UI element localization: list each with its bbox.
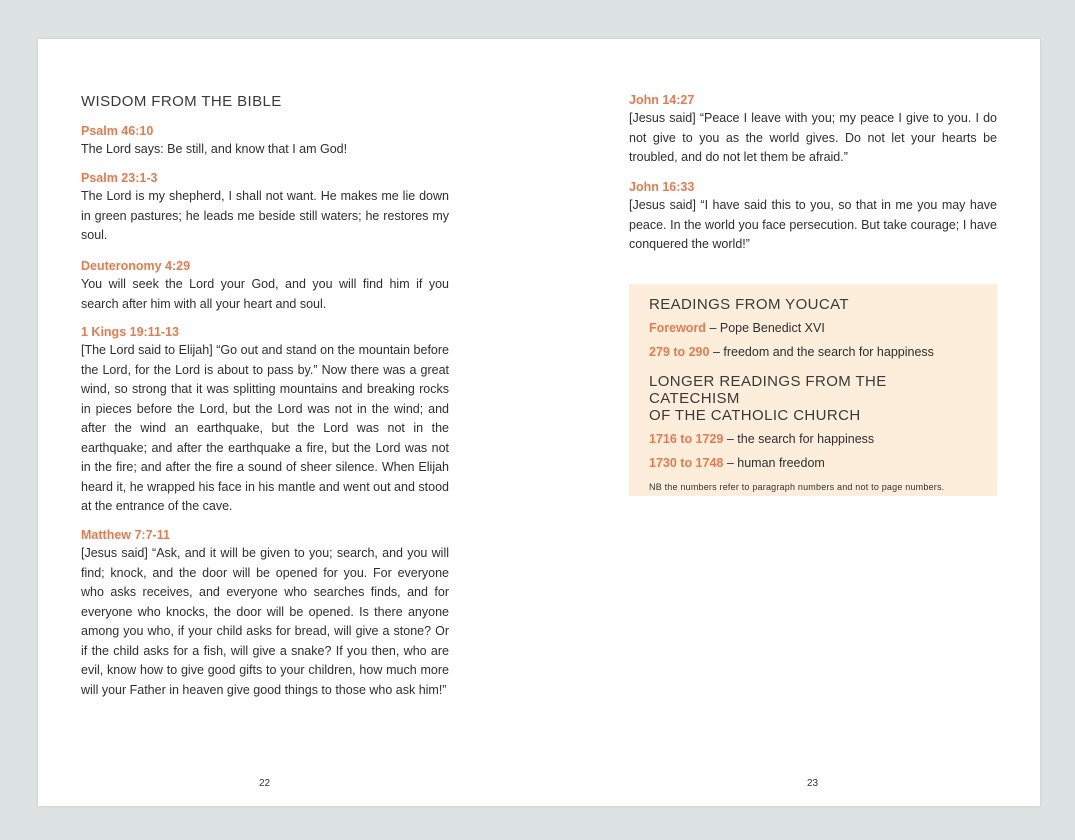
- youcat-heading: READINGS FROM YOUCAT: [649, 296, 849, 313]
- reading-reference: Foreword: [649, 321, 706, 335]
- book-spread: [38, 39, 1040, 806]
- scripture-text: The Lord is my shepherd, I shall not want. He makes me lie down in green pastures; he leads me beside still waters; he restores my soul.: [81, 189, 449, 242]
- scripture-text: [Jesus said] “Ask, and it will be given to you; search, and you will find; knock, and the door will be opened for you. For everyone who asks receives, and everyone who searches finds, and for everyone who knocks, the door will be opened. Is there anyone among you who, if your child asks for bread, will give a stone? Or if the child asks for a fish, will give a snake? If you then, who are evil, know how to give good gifts to your children, how much more will your Father in heaven give good things to those who ask him!”: [81, 546, 449, 697]
- scripture-text: The Lord says: Be still, and know that I am God!: [81, 142, 348, 156]
- reading-description: – Pope Benedict XVI: [709, 321, 825, 335]
- scripture-reference: Psalm 23:1-3: [81, 171, 158, 185]
- reading-reference: 1716 to 1729: [649, 432, 724, 446]
- section-heading: WISDOM FROM THE BIBLE: [81, 93, 282, 110]
- reading-reference: 1730 to 1748: [649, 456, 724, 470]
- reading-item: [649, 343, 977, 361]
- scripture-entry: [81, 323, 449, 517]
- scripture-entry: [81, 169, 449, 246]
- page-number: 23: [807, 778, 819, 789]
- scripture-entry: [81, 122, 449, 160]
- scripture-entry: [629, 178, 997, 255]
- reading-item: [649, 430, 977, 448]
- reading-description: – human freedom: [726, 456, 825, 470]
- reading-description: – freedom and the search for happiness: [712, 345, 934, 359]
- scripture-reference: Matthew 7:7-11: [81, 528, 170, 542]
- scripture-reference: John 14:27: [629, 93, 695, 107]
- footnote: NB the numbers refer to paragraph numbers and not to page numbers.: [649, 482, 945, 492]
- scripture-reference: Deuteronomy 4:29: [81, 259, 191, 273]
- scripture-text: [Jesus said] “I have said this to you, so that in me you may have peace. In the world you face persecution. But take courage; I have conquered the world!”: [629, 198, 997, 251]
- page-number: 22: [259, 778, 271, 789]
- scripture-entry: [629, 91, 997, 168]
- scripture-text: [The Lord said to Elijah] “Go out and stand on the mountain before the Lord, for the Lord is about to pass by.” Now there was a great wind, so strong that it was splitting mountains and breaking rocks in pieces before the Lord, but the Lord was not in the wind; and after the wind an earthquake, but the Lord was not in the earthquake; and after the earthquake a fire, but the Lord was not in the fire; and after the fire a sound of sheer silence. When Elijah heard it, he wrapped his face in his mantle and went out and stood at the entrance of the cave.: [81, 343, 449, 513]
- scripture-reference: 1 Kings 19:11-13: [81, 325, 179, 339]
- reading-description: – the search for happiness: [726, 432, 875, 446]
- catechism-heading-line-2: OF THE CATHOLIC CHURCH: [649, 407, 861, 424]
- scripture-reference: John 16:33: [629, 180, 695, 194]
- catechism-heading-line-1: LONGER READINGS FROM THE CATECHISM: [649, 373, 887, 407]
- scripture-entry: [81, 257, 449, 314]
- reading-reference: 279 to 290: [649, 345, 710, 359]
- scripture-text: [Jesus said] “Peace I leave with you; my peace I give to you. I do not give to you as the world gives. Do not let your hearts be troubled, and do not let them be afraid.”: [629, 111, 997, 164]
- readings-box: [629, 284, 997, 496]
- scripture-entry: [81, 526, 449, 700]
- catechism-heading: [649, 373, 977, 424]
- scripture-text: You will seek the Lord your God, and you will find him if you search after him with all your heart and soul.: [81, 277, 449, 311]
- reading-item: [649, 454, 977, 472]
- scripture-reference: Psalm 46:10: [81, 124, 154, 138]
- reading-item: [649, 319, 977, 337]
